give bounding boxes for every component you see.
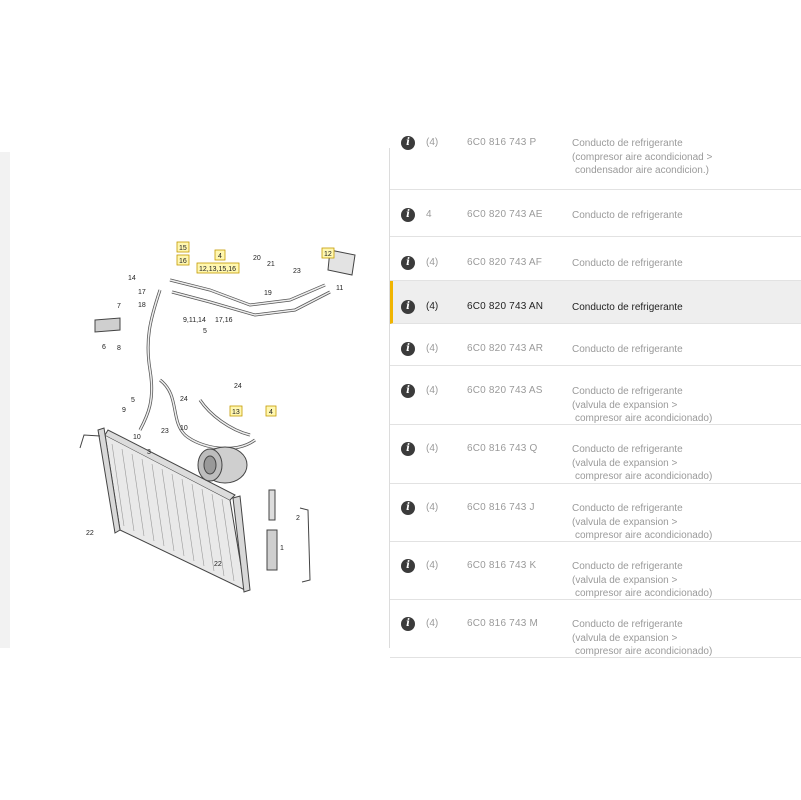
part-description-line: Conducto de refrigerante: [572, 302, 683, 313]
info-icon[interactable]: i: [401, 136, 415, 150]
part-row[interactable]: [390, 542, 801, 600]
callout-2: 2: [296, 515, 300, 522]
part-quantity: 4: [426, 209, 432, 220]
part-quantity: (4): [426, 502, 439, 513]
part-description: [572, 502, 712, 543]
part-description-line: Conducto de refrigerante: [572, 258, 683, 269]
svg-text:16: 16: [179, 258, 187, 265]
part-description: [572, 301, 683, 315]
svg-text:12: 12: [324, 251, 332, 258]
svg-text:15: 15: [179, 245, 187, 252]
part-description-line: compresor aire acondicionado): [575, 646, 713, 657]
part-row[interactable]: [390, 484, 801, 542]
callout-5b: 5: [203, 328, 207, 335]
part-description-line: compresor aire acondicionado): [575, 413, 713, 424]
part-number[interactable]: 6C0 820 743 AN: [467, 301, 544, 312]
part-description-line: (compresor aire acondicionad >: [572, 151, 713, 163]
part-number[interactable]: 6C0 816 743 P: [467, 137, 537, 148]
part-description-line: Conducto de refrigerante: [572, 619, 683, 630]
part-row[interactable]: [390, 600, 801, 658]
callout-14: 14: [128, 275, 136, 282]
part-description-line: (valvula de expansion >: [572, 574, 678, 586]
callout-23b: 23: [161, 428, 169, 435]
part-row[interactable]: [390, 136, 801, 190]
svg-text:13: 13: [232, 409, 240, 416]
callout-5: 5: [131, 397, 135, 404]
callout-group-9-11-14: 9,11,14: [183, 317, 206, 324]
part-description-line: Conducto de refrigerante: [572, 344, 683, 355]
part-description: [572, 560, 712, 601]
part-description-line: compresor aire acondicionado): [575, 588, 713, 599]
callout-22b: 22: [214, 561, 222, 568]
part-number[interactable]: 6C0 816 743 Q: [467, 443, 538, 454]
part-number[interactable]: 6C0 816 743 M: [467, 618, 538, 629]
part-row[interactable]: [390, 237, 801, 281]
diagram-svg: [60, 230, 380, 630]
part-number[interactable]: 6C0 820 743 AE: [467, 209, 543, 220]
part-description: [572, 209, 683, 223]
callout-group-17-16: 17,16: [215, 317, 233, 324]
info-icon[interactable]: i: [401, 559, 415, 573]
callout-10: 10: [133, 434, 141, 441]
callout-6: 6: [102, 344, 106, 351]
callout-21: 21: [267, 261, 275, 268]
part-quantity: (4): [426, 301, 439, 312]
part-quantity: (4): [426, 137, 439, 148]
part-quantity: (4): [426, 560, 439, 571]
info-icon[interactable]: i: [401, 256, 415, 270]
part-row[interactable]: [390, 425, 801, 484]
part-description-line: compresor aire acondicionado): [575, 530, 713, 541]
info-icon[interactable]: i: [401, 501, 415, 515]
part-description-line: (valvula de expansion >: [572, 516, 678, 528]
part-number[interactable]: 6C0 816 743 K: [467, 560, 537, 571]
part-quantity: (4): [426, 343, 439, 354]
part-description-line: Conducto de refrigerante: [572, 503, 683, 514]
callout-19: 19: [264, 290, 272, 297]
svg-text:12,13,15,16: 12,13,15,16: [199, 266, 236, 273]
part-number[interactable]: 6C0 820 743 AS: [467, 385, 543, 396]
info-icon[interactable]: i: [401, 208, 415, 222]
part-description-line: (valvula de expansion >: [572, 457, 678, 469]
left-scroll-strip: [0, 152, 10, 648]
part-quantity: (4): [426, 443, 439, 454]
callout-24b: 24: [180, 396, 188, 403]
parts-diagram[interactable]: [60, 230, 380, 630]
info-icon[interactable]: i: [401, 342, 415, 356]
part-row[interactable]: [390, 324, 801, 366]
parts-list: [389, 137, 801, 657]
info-icon[interactable]: i: [401, 442, 415, 456]
callout-8: 8: [117, 345, 121, 352]
part-row[interactable]: [390, 366, 801, 425]
part-row[interactable]: [390, 190, 801, 237]
part-description: [572, 618, 712, 659]
callout-22a: 22: [86, 530, 94, 537]
callout-11: 11: [336, 285, 344, 292]
svg-text:4: 4: [218, 253, 222, 260]
part-row[interactable]: [390, 281, 801, 324]
part-quantity: (4): [426, 618, 439, 629]
part-description-line: Conducto de refrigerante: [572, 138, 683, 149]
info-icon[interactable]: i: [401, 300, 415, 314]
part-description-line: Conducto de refrigerante: [572, 210, 683, 221]
part-number[interactable]: 6C0 816 743 J: [467, 502, 535, 513]
part-description: [572, 385, 712, 426]
part-description: [572, 443, 712, 484]
callout-18: 18: [138, 302, 146, 309]
callout-20: 20: [253, 255, 261, 262]
callout-3: 3: [147, 449, 151, 456]
part-quantity: (4): [426, 385, 439, 396]
part-description-line: condensador aire acondicion.): [575, 165, 709, 176]
part-description-line: Conducto de refrigerante: [572, 444, 683, 455]
part-description-line: compresor aire acondicionado): [575, 471, 713, 482]
part-description-line: Conducto de refrigerante: [572, 386, 683, 397]
callout-1: 1: [280, 545, 284, 552]
part-description-line: Conducto de refrigerante: [572, 561, 683, 572]
part-description: [572, 137, 712, 178]
part-quantity: (4): [426, 257, 439, 268]
callout-23: 23: [293, 268, 301, 275]
callout-9: 9: [122, 407, 126, 414]
part-number[interactable]: 6C0 820 743 AR: [467, 343, 544, 354]
part-description: [572, 343, 683, 357]
part-description: [572, 257, 683, 271]
info-icon[interactable]: i: [401, 617, 415, 631]
callout-7: 7: [117, 303, 121, 310]
part-description-line: (valvula de expansion >: [572, 399, 678, 411]
part-description-line: (valvula de expansion >: [572, 632, 678, 644]
svg-text:4: 4: [269, 409, 273, 416]
info-icon[interactable]: i: [401, 384, 415, 398]
callout-24a: 24: [234, 383, 242, 390]
callout-10b: 10: [180, 425, 188, 432]
part-number[interactable]: 6C0 820 743 AF: [467, 257, 543, 268]
callout-17: 17: [138, 289, 146, 296]
